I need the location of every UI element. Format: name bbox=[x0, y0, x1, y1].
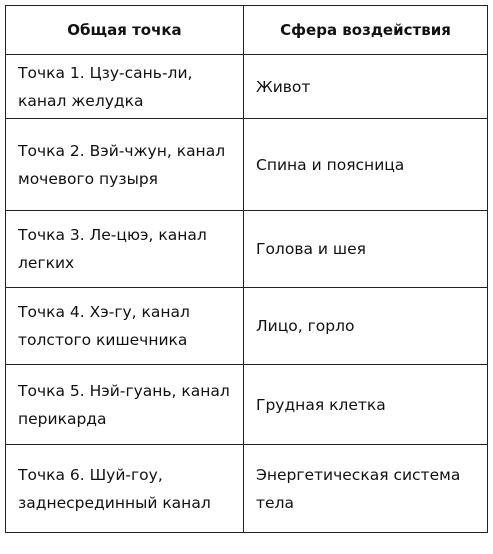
table-row bbox=[6, 119, 488, 211]
header-area-of-effect: Сфера воздействия bbox=[244, 6, 488, 55]
table-row bbox=[6, 55, 488, 119]
table-row bbox=[6, 211, 488, 288]
area-cell bbox=[244, 365, 488, 445]
point-name: Точка 1. Цзу-сань-ли, канал желудка bbox=[18, 63, 193, 110]
table-header-row bbox=[6, 6, 488, 55]
point-cell bbox=[6, 365, 244, 445]
area-cell bbox=[244, 55, 488, 119]
point-cell bbox=[6, 445, 244, 533]
point-name: Точка 6. Шуй-гоу, заднесрединный канал bbox=[18, 465, 211, 512]
acupoint-table bbox=[5, 5, 488, 533]
point-name: Точка 5. Нэй-гуань, канал перикарда bbox=[18, 381, 230, 428]
table-row bbox=[6, 365, 488, 445]
area-cell bbox=[244, 288, 488, 365]
area-name: Энергетическая система тела bbox=[256, 465, 461, 512]
point-cell bbox=[6, 55, 244, 119]
area-name: Голова и шея bbox=[256, 240, 366, 258]
header-common-point: Общая точка bbox=[6, 6, 244, 55]
point-name: Точка 2. Вэй-чжун, канал мочевого пузыря bbox=[18, 141, 226, 188]
point-cell bbox=[6, 288, 244, 365]
area-name: Живот bbox=[256, 77, 311, 96]
point-name: Точка 3. Ле-цюэ, канал легких bbox=[18, 226, 207, 272]
area-cell bbox=[244, 211, 488, 288]
area-cell bbox=[244, 119, 488, 211]
area-name: Лицо, горло bbox=[256, 317, 355, 335]
point-cell bbox=[6, 211, 244, 288]
point-cell bbox=[6, 119, 244, 211]
table-row bbox=[6, 288, 488, 365]
point-name: Точка 4. Хэ-гу, канал толстого кишечника bbox=[18, 303, 190, 349]
area-cell bbox=[244, 445, 488, 533]
area-name: Спина и поясница bbox=[256, 155, 405, 174]
table-row bbox=[6, 445, 488, 533]
area-name: Грудная клетка bbox=[256, 395, 386, 414]
